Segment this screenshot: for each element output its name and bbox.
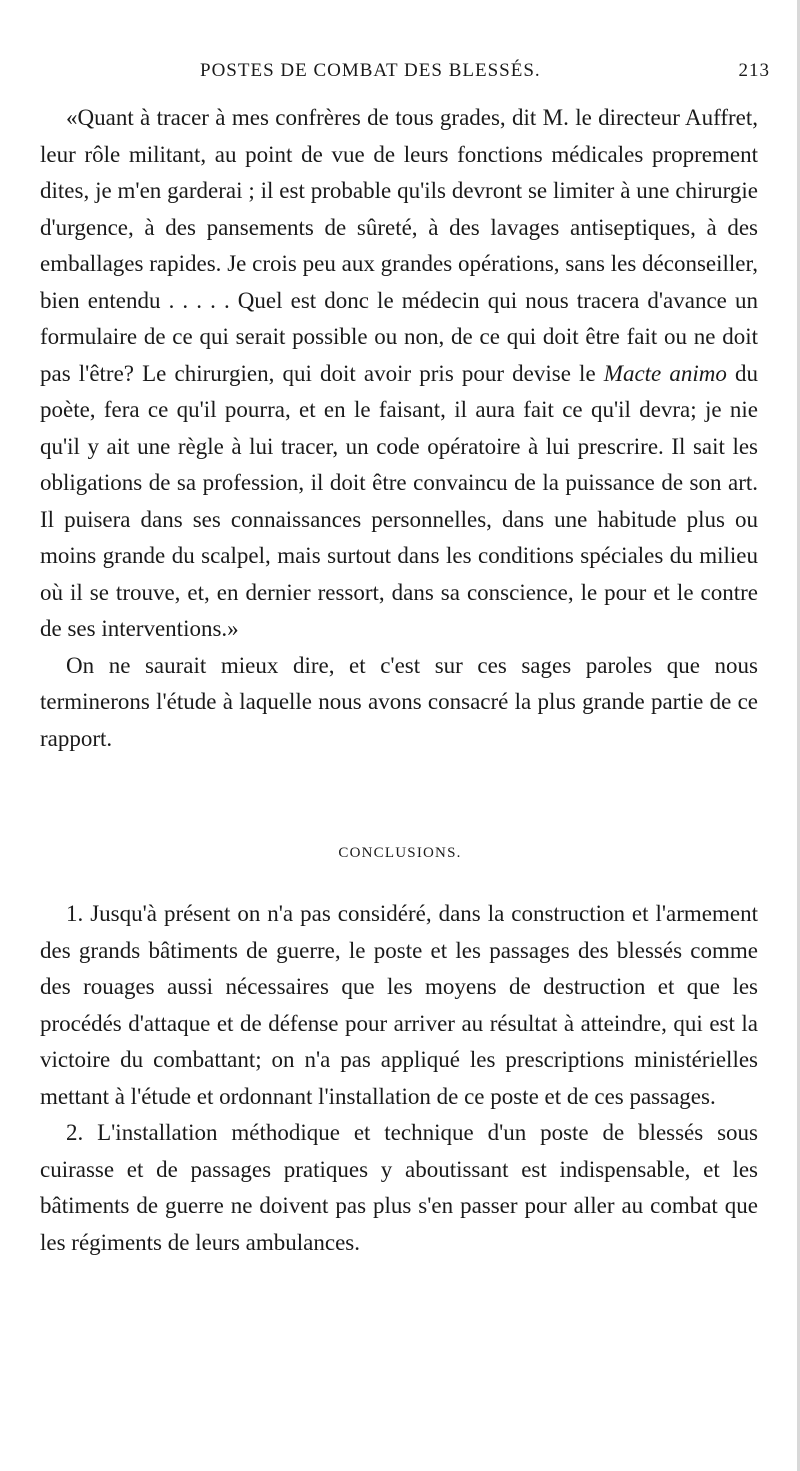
quote-paragraph [40, 100, 758, 648]
closing-paragraph: On ne saurait mieux dire, et c'est sur ces sages paroles que nous terminerons l'étude à laquelle nous avons consacré la plus grande partie de ce rapport. [40, 652, 758, 751]
section-heading: CONCLUSIONS. [338, 845, 462, 861]
body-text [40, 100, 758, 757]
quote-italic-phrase: Macte animo [603, 360, 727, 386]
running-title: POSTES DE COMBAT DES BLESSÉS. [200, 60, 541, 81]
quote-text-end: du poète, fera ce qu'il pourra, et en le faisant, il aura fait ce qu'il devra; je nie qu'il y ait une règle à lui tracer, un code opératoire à lui prescrire. Il sait les obligations de sa profession, il doit être convaincu de la puissance de son art. Il puisera dans ses connaissances personnelles, dans une habitude plus ou moins grande du scalpel, mais surtout dans les conditions spéciales du milieu où il se trouve, et, en dernier ressort, dans sa conscience, le pour et le contre de ses interventions.» [40, 360, 759, 641]
page-number: 213 [738, 60, 770, 81]
quote-text-start: «Quant à tracer à mes confrères de tous grades, dit M. le directeur Auffret, leur rôle militant, au point de vue de leurs fonctions médicales proprement dites, je m'en garderai ; il est probable qu'ils devront se limiter à une chirurgie d'urgence, à des pansements de sûreté, à des lavages antiseptiques, à des emballages rapides. Je crois peu aux grandes opérations, sans les déconseiller, bien entendu . . . . . Quel est donc le médecin qui nous tracera d'avance un formulaire de ce qui serait possible ou non, de ce qui doit être fait ou ne doit pas l'être? Le chirurgien, qui doit avoir pris pour devise le [40, 105, 758, 386]
conclusions-list [40, 896, 758, 1261]
conclusion-item-2: 2. L'installation méthodique et technique d'un poste de blessés sous cuirasse et de passages pratiques y aboutissant est indispensable, et les bâtiments de guerre ne doivent pas plus s'en passer pour aller au combat que les régiments de leurs ambulances. [40, 1120, 758, 1255]
conclusion-item-1: 1. Jusqu'à présent on n'a pas considéré, dans la construction et l'armement des grands bâtiments de guerre, le poste et les passages des blessés comme des rouages aussi nécessaires que les moyens de destruction et que les procédés d'attaque et de défense pour arriver au résultat à atteindre, qui est la victoire du combattant; on n'a pas appliqué les prescriptions ministérielles mettant à l'étude et ordonnant l'installation de ce poste et de ces passages. [40, 901, 758, 1109]
